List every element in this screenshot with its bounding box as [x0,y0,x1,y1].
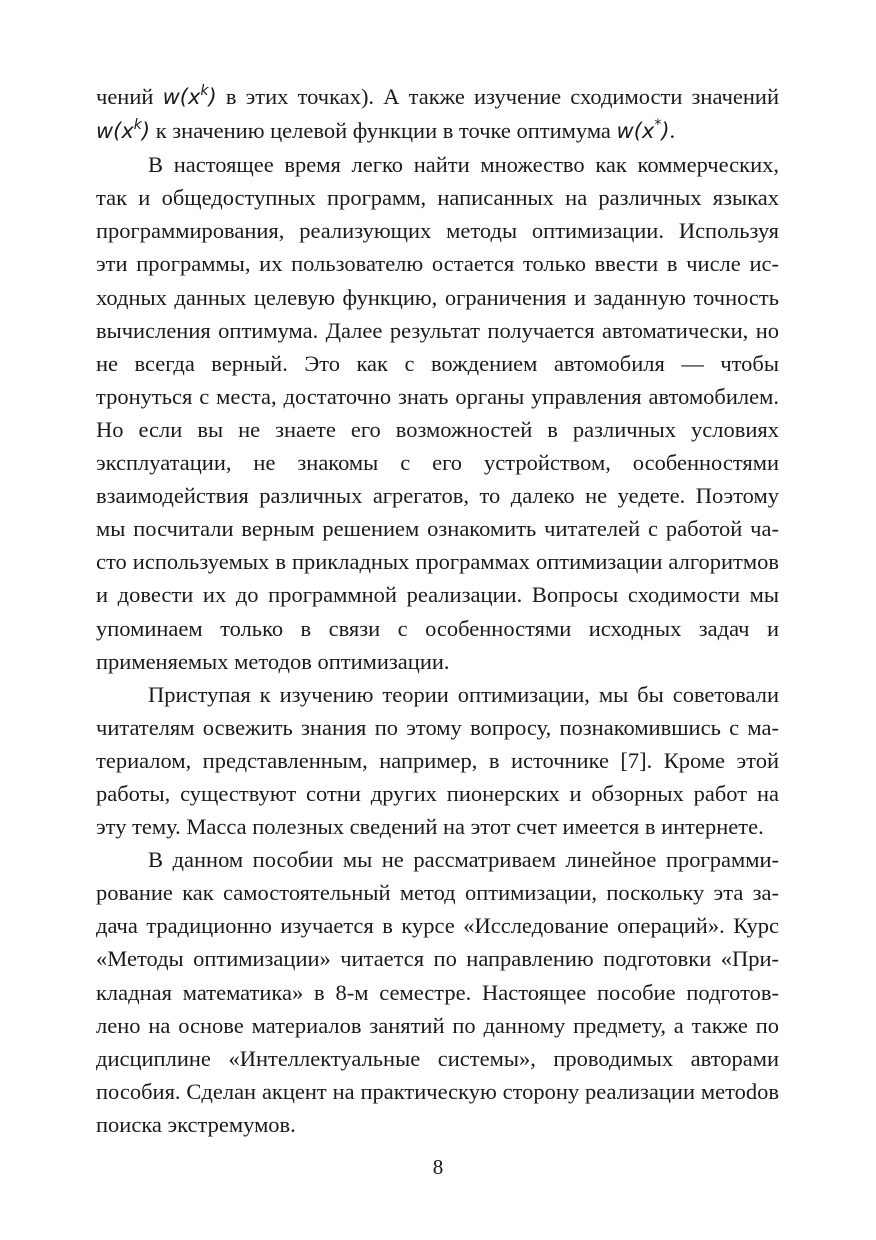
formula-w-xk-2: $w(x^k)$ [96,117,151,144]
formula-w-xk-1: $w(x^k)$ [162,83,217,109]
intro-suffix: . [669,118,676,144]
paragraph-software: В настоящее время легко найти множество как коммерческих, так и общедоступных программ, написанных на различных языках программирования, реализующих методы оптимизации. Используя эти программы, их пользователю остается только ввести в числе исходных данных целевую функцию, ограничения и заданную точность вычисления оптимума. Далее результат получается автоматически, но не всегда верный. Это как с вождением автомобиля — чтобы тронуться с места, достаточно знать органы управления автомобилем. Но если вы не знаете его возможностей в различных условиях эксплуатации, не знакомы с его устройством, особенностями взаимодействия различных агрегатов, то далеко не уедете. Поэтому мы посчитали верным решением ознакомить читателей с работой часто используемых в прикладных программах оптимизации алгоритмов и довести их до программной реализации. Вопросы сходимости мы упоминаем только в связи с особенностями исходных задач и применяемых методов оптимизации. [96,152,779,674]
intro-mid-2: к значению целевой функции в точке оптимума [150,118,617,144]
intro-mid-1: в этих точках). А также изучение сходимости значений [216,84,779,109]
paragraph-continuation [96,80,779,148]
page-number: 8 [432,1155,444,1179]
paragraph-scope: В данном пособии мы не рассматриваем линейное программирование как самостоятельный метод оптимизации, поскольку эта задача традиционно изучается в курсе «Исследование операций». Курс «Методы оптимизации» читается по направлению подготовки «Прикладная математика» в 8-м семестре. Настоящее пособие подготовлено на основе материалов занятий по данному предмету, а также по дисциплине «Интеллектуальные системы», проводимых авторами пособия. Сделан акцент на практическую сторону реализации метоdов поиска экстремумов. [96,847,779,1137]
body-text [96,80,779,1141]
formula-w-xstar: w(x*) [616,117,670,144]
intro-prefix: чений [96,84,163,109]
paragraph-theory: Приступая к изучению теории оптимизации, мы бы советовали читателям освежить знания по этому вопросу, познакомившись с материалом, представленным, например, в источнике [7]. Кроме этой работы, существуют сотни других пионерских и обзорных работ на эту тему. Масса полезных сведений на этот счет имеется в интернете. [96,681,779,840]
